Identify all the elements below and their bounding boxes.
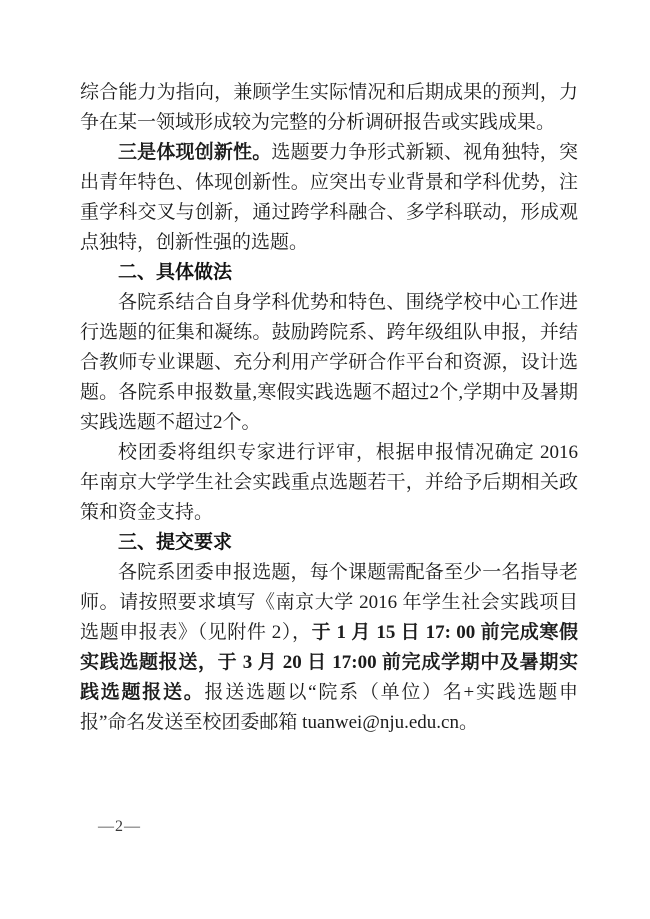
paragraph-text: 各院系结合自身学科优势和特色、围绕学校中心工作进行选题的征集和凝练。鼓励跨院系、跨年级组队申报，并结合教师专业课题、充分利用产学研合作平台和资源，设计选题。各院系申报数量,寒假实践选题不超过2个,学期中及暑期实践选题不超过2个。 [80, 292, 578, 433]
page-number: —2— [98, 818, 141, 835]
paragraph-text: 选题要力争形式新颖、视角独特，突出青年特色、体现创新性。应突出专业背景和学科优势，注重学科交叉与创新，通过跨学科融合、多学科联动，形成观点独特，创新性强的选题。 [80, 142, 578, 253]
document-body [80, 78, 578, 738]
section-heading-submission: 三、提交要求 [118, 532, 233, 553]
paragraph-text: 各院系团委申报选题，每个课题需配备至少一名指导老师。请按照要求填写《南京大学 2016 年学生社会实践项目选题申报表》（见附件 2）， [80, 562, 578, 643]
paragraph-overflow-continuation [80, 78, 578, 138]
paragraph-committee-review [80, 438, 578, 528]
paragraph-bold-lead: 三是体现创新性。 [118, 142, 272, 163]
paragraph-text: 报送选题以“院系（单位）名+实践选题申报”命名发送至校团委邮箱 tuanwei@nju.edu.cn。 [80, 682, 578, 733]
paragraph-text: 校团委将组织专家进行评审，根据申报情况确定 2016 年南京大学学生社会实践重点选题若干，并给予后期相关政策和资金支持。 [80, 442, 578, 523]
section-heading-methods: 二、具体做法 [118, 262, 233, 283]
paragraph-text: 综合能力为指向，兼顾学生实际情况和后期成果的预判，力争在某一领域形成较为完整的分析调研报告或实践成果。 [80, 82, 578, 133]
paragraph-bold-deadlines: 于 1 月 15 日 17: 00 前完成寒假实践选题报送，于 3 月 20 日 17:00 前完成学期中及暑期实践选题报送。 [80, 622, 578, 703]
paragraph-innovation-point [80, 138, 578, 258]
paragraph-submission-requirements [80, 558, 578, 738]
paragraph-department-topics [80, 288, 578, 438]
